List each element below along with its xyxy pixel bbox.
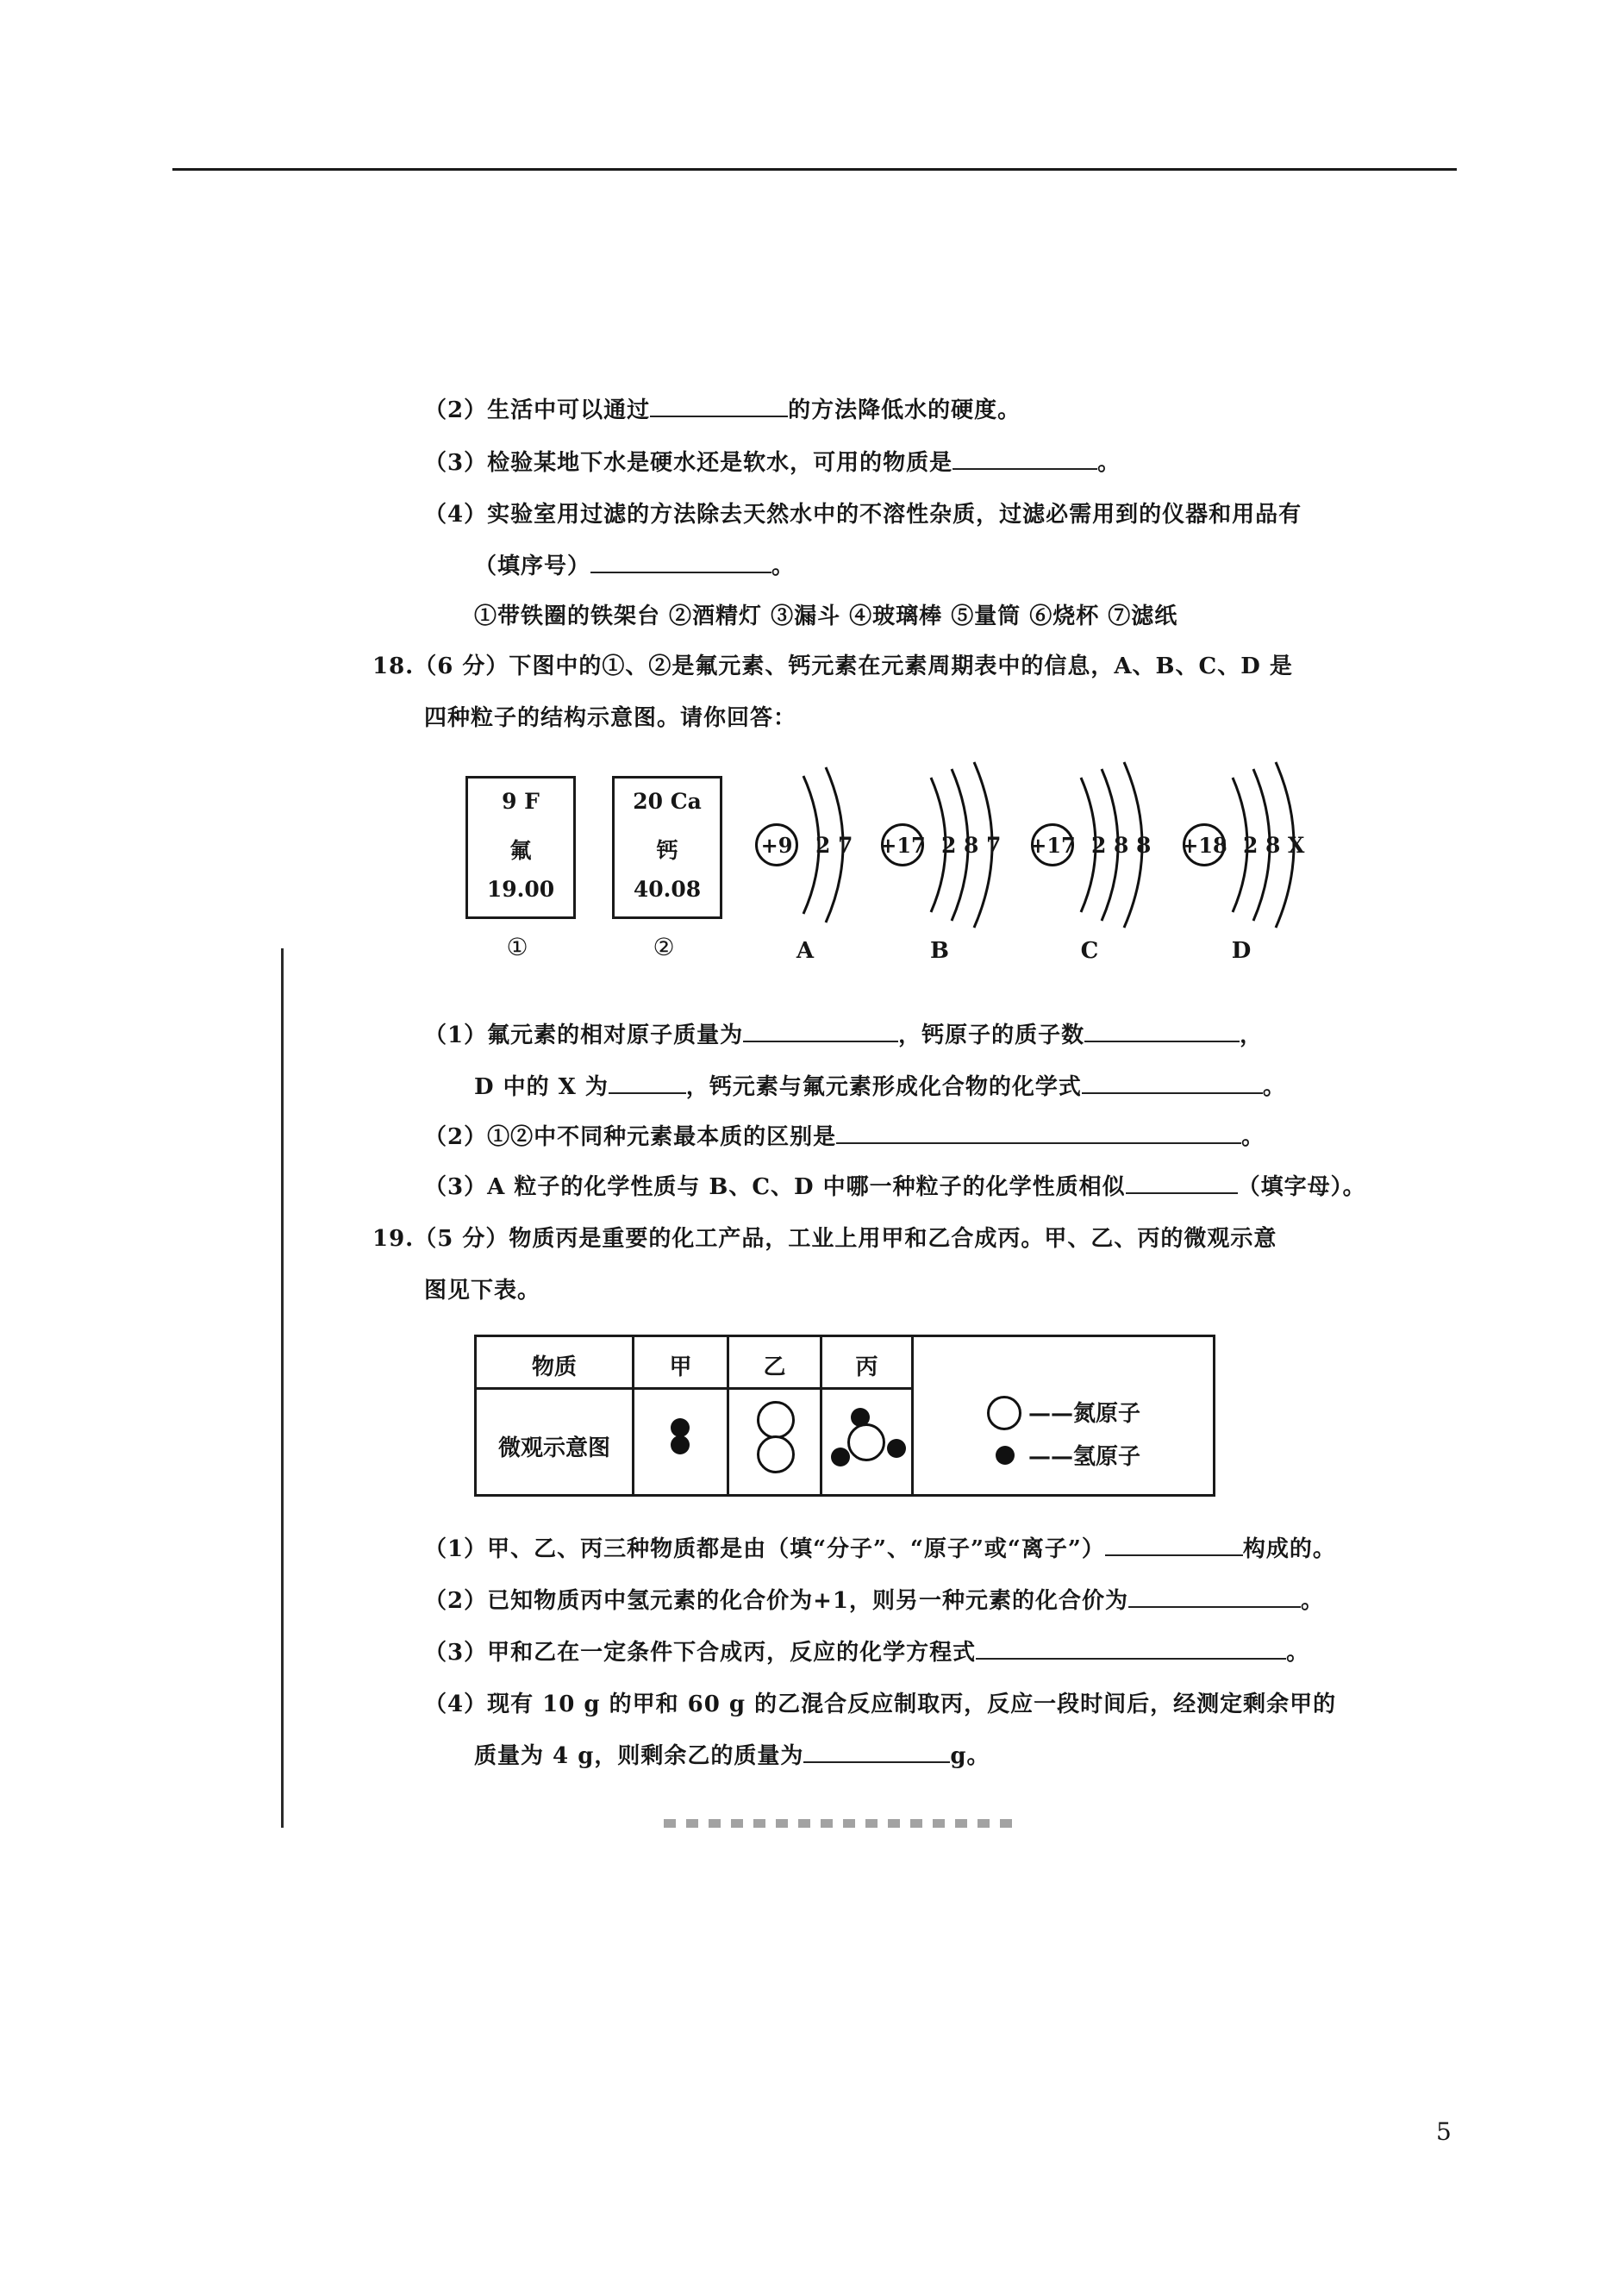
- electron-count: 2: [1243, 833, 1259, 858]
- electron-count: 2: [1091, 833, 1107, 858]
- nitrogen-atom: [757, 1435, 795, 1473]
- nucleus: +17: [881, 823, 924, 866]
- q19-part3-tail: 。: [1286, 1640, 1310, 1666]
- hydrogen-legend-icon: [996, 1446, 1015, 1465]
- atom-diagram-a: [755, 759, 893, 931]
- electron-count: 7: [838, 833, 853, 858]
- electron-count: 8: [1136, 833, 1152, 858]
- q19-part4-text: 质量为 4 g，则剩余乙的质量为: [474, 1743, 804, 1769]
- electron-count: 8: [1114, 833, 1129, 858]
- answer-blank[interactable]: [803, 1742, 950, 1763]
- electron-count: 8: [964, 833, 979, 858]
- element-card-calcium: [612, 776, 722, 919]
- electron-count: 7: [986, 833, 1002, 858]
- atomic-mass: 19.00: [486, 877, 555, 902]
- table-header-jia: 甲: [669, 1354, 692, 1380]
- q17-part4-tail: 。: [771, 553, 796, 579]
- hydrogen-atom: [671, 1435, 690, 1454]
- atomic-number-symbol: 20 Ca: [633, 789, 702, 814]
- q19-part1-text: （1）甲、乙、丙三种物质都是由（填“分子”、“原子”或“离子”）: [424, 1536, 1105, 1562]
- q18-heading-cont: 四种粒子的结构示意图。请你回答：: [424, 705, 797, 731]
- substance-table: [474, 1335, 1215, 1497]
- nitrogen-legend-icon: [987, 1396, 1021, 1430]
- card-label-1: ①: [506, 933, 528, 961]
- answer-blank[interactable]: [609, 1073, 686, 1094]
- electron-count: 8: [1265, 833, 1281, 858]
- q19-part1-tail: 构成的。: [1242, 1536, 1336, 1562]
- q18-part1-text2: ，钙原子的质子数: [898, 1022, 1085, 1048]
- q17-part4: （4）实验室用过滤的方法除去天然水中的不溶性杂质，过滤必需用到的仪器和用品有: [424, 502, 1302, 528]
- q18-part2-text: （2）①②中不同种元素最本质的区别是: [424, 1124, 837, 1150]
- q17-part2-tail: 的方法降低水的硬度。: [788, 397, 1021, 423]
- nitrogen-atom: [757, 1401, 795, 1439]
- table-row-label: 微观示意图: [497, 1435, 610, 1461]
- q17-part2-text: （2）生活中可以通过: [424, 397, 651, 423]
- answer-blank[interactable]: [1126, 1173, 1238, 1194]
- table-header-yi: 乙: [763, 1354, 786, 1380]
- legend-hydrogen: ——氢原子: [1028, 1444, 1141, 1470]
- q18-part1-tail: 。: [1262, 1074, 1286, 1100]
- q17-part2: [424, 392, 1021, 424]
- atomic-mass: 40.08: [633, 877, 702, 902]
- q17-part3-text: （3）检验某地下水是硬水还是软水，可用的物质是: [424, 450, 953, 476]
- q17-part4-hint: （填序号）: [474, 553, 591, 579]
- q18-part1: [424, 1017, 1263, 1049]
- q19-part3: [424, 1635, 1309, 1667]
- header-rule: [172, 168, 1457, 171]
- page-number: 5: [1436, 2117, 1452, 2146]
- answer-blank[interactable]: [836, 1123, 1241, 1144]
- q18-part1-text4: ，钙元素与氟元素形成化合物的化学式: [685, 1074, 1082, 1100]
- answer-blank[interactable]: [1128, 1587, 1301, 1608]
- hydrogen-atom: [831, 1448, 850, 1466]
- element-card-fluorine: [465, 776, 576, 919]
- table-header-substance: 物质: [531, 1354, 577, 1380]
- electron-count: 2: [815, 833, 831, 858]
- answer-blank[interactable]: [1084, 1022, 1240, 1042]
- q17-part3: [424, 445, 1121, 477]
- answer-blank[interactable]: [1082, 1073, 1263, 1094]
- atom-label-a: A: [796, 938, 815, 964]
- answer-blank[interactable]: [590, 553, 771, 573]
- q19-part2-tail: 。: [1300, 1588, 1324, 1614]
- q18-part1-text3: D 中的 X 为: [474, 1074, 609, 1100]
- nitrogen-atom: [847, 1423, 885, 1461]
- q19-part4-cont: [474, 1738, 990, 1770]
- q18-heading: 18.（6 分）下图中的①、②是氟元素、钙元素在元素周期表中的信息，A、B、C、D 是: [372, 653, 1293, 679]
- atom-diagram-b: [881, 759, 1019, 931]
- q19-part4-tail: g。: [950, 1743, 990, 1769]
- q19-part2-text: （2）已知物质丙中氢元素的化合价为+1，则另一种元素的化合价为: [424, 1588, 1128, 1614]
- table-divider: [911, 1337, 914, 1494]
- q19-heading: 19.（5 分）物质丙是重要的化工产品，工业上用甲和乙合成丙。甲、乙、丙的微观示意: [372, 1226, 1277, 1252]
- element-name: 氟: [509, 838, 532, 863]
- atom-label-d: D: [1231, 938, 1252, 964]
- q18-part3: [424, 1169, 1366, 1201]
- legend-nitrogen: ——氮原子: [1028, 1401, 1141, 1427]
- answer-blank[interactable]: [1105, 1535, 1243, 1556]
- answer-blank[interactable]: [650, 397, 788, 417]
- q17-part4-fill: [474, 548, 795, 580]
- q19-heading-cont: 图见下表。: [424, 1278, 541, 1304]
- hydrogen-atom: [671, 1418, 690, 1437]
- q18-part1-text: （1）氟元素的相对原子质量为: [424, 1022, 744, 1048]
- electron-count: 2: [941, 833, 957, 858]
- card-label-2: ②: [653, 933, 675, 961]
- nucleus: +17: [1031, 823, 1074, 866]
- answer-blank[interactable]: [976, 1639, 1286, 1660]
- nucleus: +9: [755, 823, 798, 866]
- element-name: 钙: [656, 838, 678, 863]
- scanned-footer-text: [664, 1819, 1017, 1828]
- answer-blank[interactable]: [743, 1022, 898, 1042]
- q19-part2: [424, 1583, 1324, 1615]
- atom-label-b: B: [930, 938, 949, 964]
- atom-diagram-c: [1031, 759, 1169, 931]
- q19-part1: [424, 1531, 1336, 1563]
- q17-options: ①带铁圈的铁架台 ②酒精灯 ③漏斗 ④玻璃棒 ⑤量筒 ⑥烧杯 ⑦滤纸: [474, 603, 1178, 629]
- table-divider: [477, 1387, 914, 1390]
- scan-margin-line: [281, 948, 284, 1828]
- q18-part2: [424, 1119, 1265, 1151]
- atom-diagram-d: [1183, 759, 1321, 931]
- q18-part3-text: （3）A 粒子的化学性质与 B、C、D 中哪一种粒子的化学性质相似: [424, 1174, 1126, 1200]
- hydrogen-atom: [887, 1439, 906, 1458]
- electron-count: X: [1288, 833, 1305, 858]
- q19-part3-text: （3）甲和乙在一定条件下合成丙，反应的化学方程式: [424, 1640, 977, 1666]
- q19-part4: （4）现有 10 g 的甲和 60 g 的乙混合反应制取丙，反应一段时间后，经测定剩余甲的: [424, 1692, 1337, 1717]
- q18-part3-tail: （填字母）。: [1237, 1174, 1366, 1200]
- q18-part2-tail: 。: [1241, 1124, 1265, 1150]
- atom-label-c: C: [1080, 938, 1099, 964]
- q17-part3-tail: 。: [1097, 450, 1121, 476]
- nucleus: +18: [1183, 823, 1226, 866]
- q18-part1-cont: [474, 1069, 1286, 1101]
- q18-part1-comma: ，: [1240, 1022, 1264, 1048]
- table-header-bing: 丙: [855, 1354, 878, 1380]
- atomic-number-symbol: 9 F: [502, 789, 540, 814]
- answer-blank[interactable]: [953, 449, 1097, 470]
